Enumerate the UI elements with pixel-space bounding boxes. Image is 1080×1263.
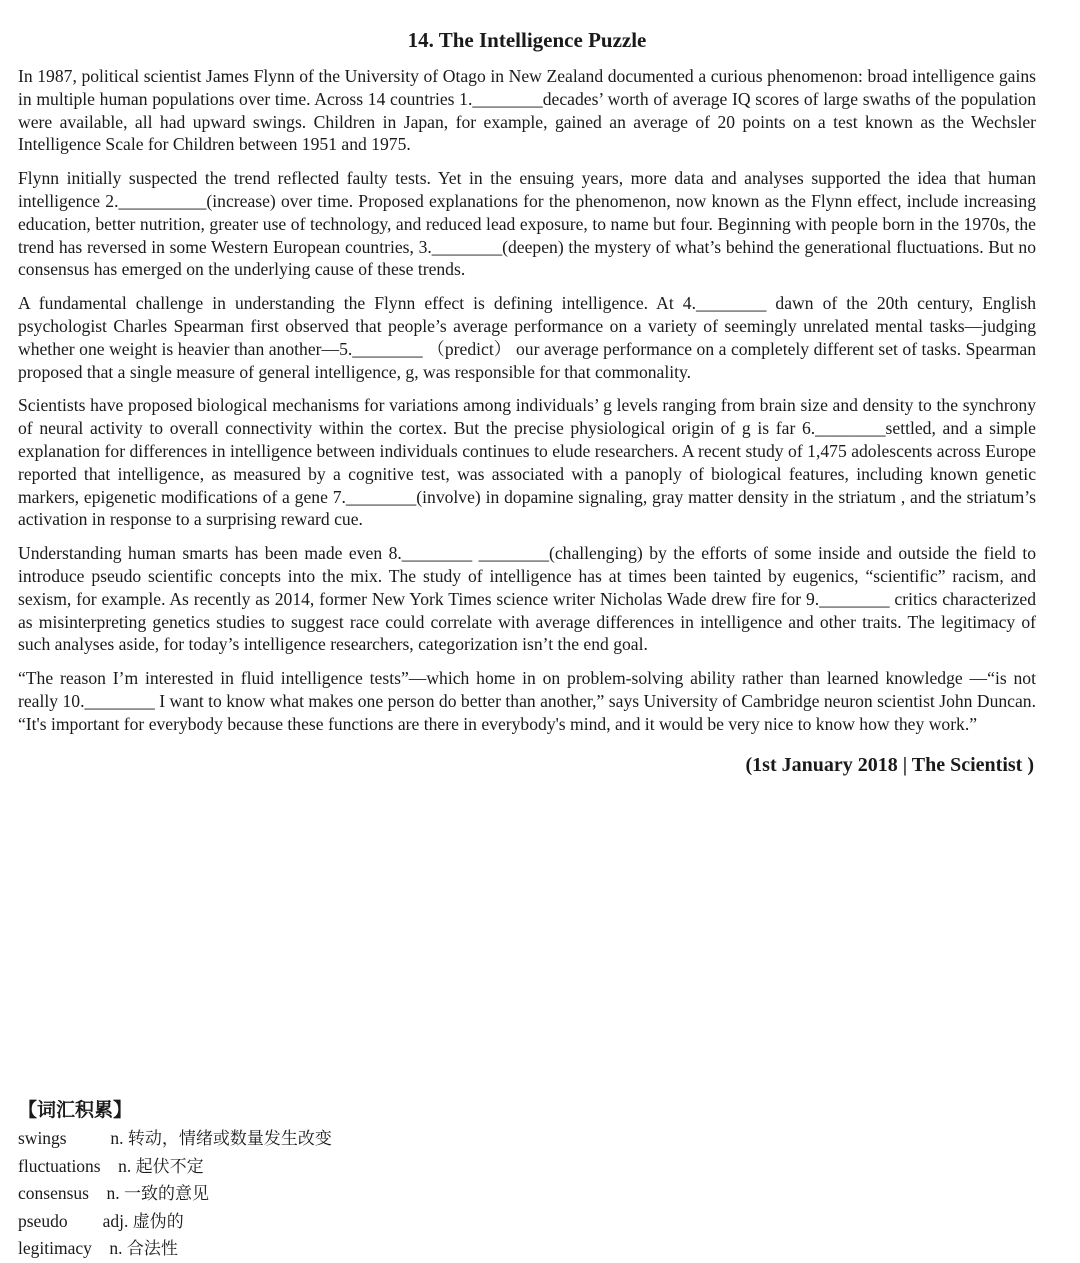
- vocab-pos: n.: [118, 1155, 132, 1176]
- vocab-pos: n.: [106, 1183, 120, 1203]
- vocab-meaning: 合法性: [126, 1239, 178, 1259]
- paragraph-5: Understanding human smarts has been made even 8.________ ________(challenging) by the efforts of some inside and outside the field to introduce pseudo scientific concepts into the mix. The study of intelligence has at times been tainted by eugenics, “scientific” racism, and sexism, for example. As recently as 2014, former New York Times science writer Nicholas Wade drew fire for 9.________ critics characterized as misinterpreting genetics studies to suggest race could correlate with average differences in intelligence and other traits. The legitimacy of such analyses aside, for today’s intelligence researchers, categorization isn’t the end goal.: [18, 543, 1036, 655]
- vocab-meaning: 起伏不定: [135, 1156, 204, 1177]
- vocabulary-item: [18, 1208, 618, 1236]
- vocab-word: legitimacy: [18, 1238, 92, 1258]
- article-title: 14. The Intelligence Puzzle: [407, 28, 647, 52]
- article: [18, 0, 1036, 778]
- vocab-word: consensus: [18, 1183, 89, 1203]
- vocab-word: fluctuations: [18, 1155, 101, 1176]
- vocab-pos: n.: [109, 1238, 123, 1258]
- vocabulary-item: [18, 1125, 618, 1153]
- paragraph-3: A fundamental challenge in understanding the Flynn effect is defining intelligence. At 4.________ dawn of the 20th century, English psychologist Charles Spearman first observed that people’s average performance on a variety of seemingly unrelated mental tasks—judging whether one weight is heavier than another—5.________ （predict） our average performance on a completely different set of tasks. Spearman proposed that a single measure of general intelligence, g, was responsible for that commonality.: [18, 293, 1036, 382]
- paragraph-2: Flynn initially suspected the trend reflected faulty tests. Yet in the ensuing years, more data and analyses supported the idea that human intelligence 2.__________(increase) over time. Proposed explanations for the phenomenon, now known as the Flynn effect, include increasing education, better nutrition, greater use of technology, and reduced lead exposure, to name but four. Beginning with people born in the 1970s, the trend has reversed in some Western European countries, 3.________(deepen) the mystery of what’s behind the generational fluctuations. But no consensus has emerged on the underlying cause of these trends.: [18, 168, 1036, 280]
- vocab-pos: adj.: [102, 1210, 129, 1231]
- vocab-meaning: 一致的意见: [123, 1184, 209, 1204]
- vocab-meaning: 虚伪的: [132, 1211, 184, 1232]
- vocabulary-heading: 【词汇积累】: [18, 1099, 133, 1121]
- vocab-meaning: 转动，情绪或数量发生改变: [127, 1129, 332, 1149]
- paragraph-1: In 1987, political scientist James Flynn of the University of Otago in New Zealand documented a curious phenomenon: broad intelligence gains in multiple human populations over time. Across 14 countries 1.________decades’ worth of average IQ scores of large swaths of the population were available, all had upward swings. Children in Japan, for example, gained an average of 20 points on a test known as the Wechsler Intelligence Scale for Children between 1951 and 1975.: [18, 66, 1036, 155]
- article-source: (1st January 2018 | The Scientist ): [745, 753, 1034, 776]
- vocabulary-item: [18, 1153, 618, 1181]
- paragraph-4: Scientists have proposed biological mechanisms for variations among individuals’ g levels ranging from brain size and density to the synchrony of neural activity to overall connectivity within the cortex. But the precise physiological origin of g is far 6.________settled, and a simple explanation for differences in intelligence between individuals continues to elude researchers. A recent study of 1,475 adolescents across Europe reported that intelligence, as measured by a cognitive test, was associated with a panoply of biological features, including known genetic markers, epigenetic modifications of a gene 7.________(involve) in dopamine signaling, gray matter density in the striatum , and the striatum’s activation in response to a surprising reward cue.: [18, 395, 1036, 530]
- vocab-word: swings: [18, 1128, 67, 1148]
- vocabulary-item: [18, 1180, 618, 1208]
- paragraph-6: “The reason I’m interested in fluid intelligence tests”—which home in on problem-solving ability rather than learned knowledge —“is not really 10.________ I want to know what makes one person do better than another,” says University of Cambridge neuron scientist John Duncan. “It's important for everybody because these functions are there in everybody's mind, and it would be very nice to know how they work.”: [18, 668, 1036, 734]
- vocab-word: pseudo: [18, 1210, 68, 1231]
- vocabulary-item: [18, 1235, 618, 1263]
- vocabulary-section: [18, 1097, 618, 1263]
- vocab-pos: n.: [110, 1128, 124, 1148]
